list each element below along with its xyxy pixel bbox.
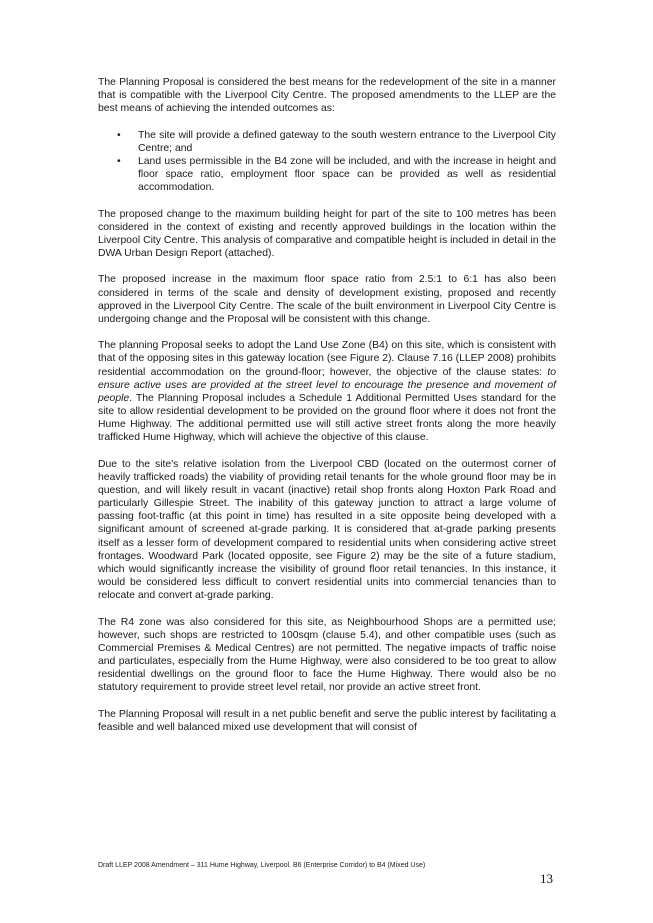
paragraph-text: . The Planning Proposal includes a Schedule 1 Additional Permitted Uses standard for the site to allow residential development to be provided on the ground floor where it does not front the Hume Highway. The additional permitted use will still active street fronts along the more heavily trafficked Hume Highway, which will achieve the objective of this clause. bbox=[98, 392, 556, 444]
paragraph-floor-space-ratio bbox=[98, 273, 556, 326]
paragraph-text: Due to the site's relative isolation from the Liverpool CBD (located on the outermost corner of heavily trafficked roads) the viability of providing retail tenants for the whole ground floor may be in question, and will likely result in vacant (inactive) retail shop fronts along Hoxton Park Road and particularly Gillespie Street. The inability of this gateway junction to attract a large volume of passing foot-traffic (at this point in time) has resulted in a site opposite being developed with a significant amount of screened at-grade parking. It is considered that at-grade parking presents itself as a lesser form of development compared to residential units when considering active street frontages. Woodward Park (located opposite, see Figure 2) may be the site of a future stadium, which would significantly increase the visibility of ground floor retail tenancies. In this instance, it would be considered less difficult to convert residential units into commercial tenancies than to relocate and convert at-grade parking. bbox=[98, 458, 556, 602]
clause-objective-quote: to ensure active uses are provided at the street level to encourage the presence and movement of people bbox=[98, 366, 556, 404]
paragraph-public-benefit bbox=[98, 708, 556, 734]
paragraph-text: The Planning Proposal will result in a net public benefit and serve the public interest by facilitating a feasible and well balanced mixed use development that will consist of bbox=[98, 708, 556, 733]
body-text bbox=[98, 76, 556, 734]
paragraph-text: The proposed increase in the maximum floor space ratio from 2.5:1 to 6:1 has also been considered in terms of the scale and density of development existing, proposed and recently approved in the Liverpool City Centre. The scale of the built environment in Liverpool City Centre is undergoing change and the Proposal will be consistent with this change. bbox=[98, 274, 556, 325]
paragraph-site-isolation bbox=[98, 458, 556, 603]
paragraph-building-height bbox=[98, 208, 556, 261]
bullet-text: Land uses permissible in the B4 zone will be included, and with the increase in height and floor space ratio, employment floor space can be provided as well as residential accommodation. bbox=[138, 155, 556, 194]
paragraph-land-use-zone bbox=[98, 339, 556, 444]
page-number: 13 bbox=[540, 871, 553, 886]
outcomes-bullet-list bbox=[98, 129, 556, 195]
paragraph-text: The planning Proposal seeks to adopt the Land Use Zone (B4) on this site, which is consistent with that of the opposing sites in this gateway location (see Figure 2). Clause 7.16 (LLEP 2008) prohibits residential accommodation on the ground-floor; however, the objective of the clause states: bbox=[98, 340, 556, 378]
bullet-item bbox=[98, 155, 556, 194]
paragraph-text: The proposed change to the maximum building height for part of the site to 100 metres has been considered in the context of existing and recently approved buildings in the location within the Liverpool City Centre. This analysis of comparative and compatible height is included in detail in the DWA Urban Design Report (attached). bbox=[98, 208, 556, 260]
paragraph-planning-proposal-intro bbox=[98, 76, 556, 115]
paragraph-text: The Planning Proposal is considered the best means for the redevelopment of the site in a manner that is compatible with the Liverpool City Centre. The proposed amendments to the LLEP are the best means of achieving the intended outcomes as: bbox=[98, 77, 556, 115]
page-footer: Draft LLEP 2008 Amendment – 311 Hume Highway, Liverpool. B6 (Enterprise Corridor) to B4 (Mixed Use) bbox=[98, 862, 426, 869]
paragraph-text: The R4 zone was also considered for this site, as Neighbourhood Shops are a permitted use; however, such shops are restricted to 100sqm (clause 5.4), and other compatible uses (such as Commercial Premises & Medical Centres) are not permitted. The negative impacts of traffic noise and particulates, especially from the Hume Highway, were also considered to be too great to allow residential dwellings on the ground floor to face the Hume Highway. There would also be no statutory requirement to provide street level retail, nor provide an active street front. bbox=[98, 616, 556, 694]
bullet-item bbox=[98, 129, 556, 155]
paragraph-r4-zone bbox=[98, 616, 556, 695]
bullet-text: The site will provide a defined gateway to the south western entrance to the Liverpool City Centre; and bbox=[138, 129, 556, 154]
